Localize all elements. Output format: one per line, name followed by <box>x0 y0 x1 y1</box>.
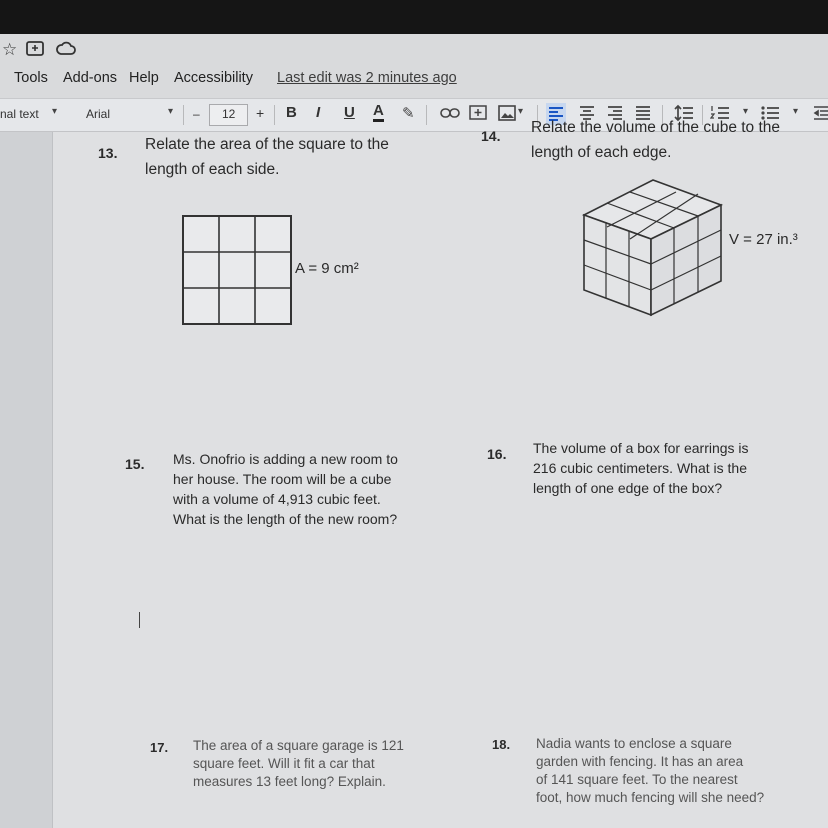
question-16-text <box>533 438 749 498</box>
text-line: What is the length of the new room? <box>173 511 398 527</box>
menu-tools[interactable]: Tools <box>14 70 48 86</box>
font-size-increase[interactable]: + <box>256 105 265 121</box>
text-line: 216 cubic centimeters. What is the <box>533 460 747 476</box>
question-number: 17. <box>150 740 169 755</box>
style-dropdown[interactable]: nal text <box>0 107 39 121</box>
text-line: with a volume of 4,913 cubic feet. <box>173 491 381 507</box>
question-number: 13. <box>98 145 118 161</box>
divider <box>426 105 427 125</box>
font-size-value[interactable]: 12 <box>222 107 236 121</box>
chevron-down-icon[interactable]: ▾ <box>518 106 524 117</box>
decrease-indent-icon[interactable] <box>812 104 828 126</box>
divider <box>183 105 184 125</box>
chevron-down-icon[interactable]: ▾ <box>168 106 174 117</box>
chevron-down-icon[interactable]: ▾ <box>52 106 58 117</box>
move-to-folder-icon[interactable] <box>26 40 44 61</box>
cube-figure <box>581 177 727 317</box>
text-line: Ms. Onofrio is adding a new room to <box>173 451 398 467</box>
italic-button[interactable]: I <box>316 104 321 121</box>
text-line: foot, how much fencing will she need? <box>536 790 765 805</box>
text-line: Relate the area of the square to the <box>145 136 389 153</box>
text-line: her house. The room will be a cube <box>173 471 392 487</box>
menubar <box>0 66 828 92</box>
text-line: Relate the volume of the cube to the <box>531 119 781 136</box>
highlight-pen-icon[interactable]: ✎ <box>402 105 415 122</box>
question-13-text <box>145 132 389 182</box>
divider <box>274 105 275 125</box>
bold-button[interactable]: B <box>286 104 297 121</box>
text-line: The volume of a box for earrings is <box>533 440 749 456</box>
chevron-down-icon[interactable]: ▾ <box>793 106 799 117</box>
question-14-text <box>531 115 780 165</box>
menu-addons[interactable]: Add-ons <box>63 70 118 86</box>
text-line: square feet. Will it fit a car that <box>193 756 375 771</box>
menu-help[interactable]: Help <box>129 70 159 86</box>
text-line: length of one edge of the box? <box>533 480 723 496</box>
volume-label: V = 27 in.³ <box>729 231 798 248</box>
text-color-button[interactable]: A <box>373 103 384 122</box>
text-cursor <box>139 612 140 628</box>
document-outline-panel <box>0 132 53 828</box>
text-line: length of each side. <box>145 161 280 178</box>
last-edit-link[interactable]: Last edit was 2 minutes ago <box>277 70 457 86</box>
question-number: 15. <box>125 456 145 472</box>
cloud-status-icon[interactable] <box>56 40 76 61</box>
question-17-text <box>193 737 404 791</box>
area-label: A = 9 cm² <box>295 260 359 277</box>
question-15-text <box>173 449 398 529</box>
text-line: The area of a square garage is 121 <box>193 738 404 753</box>
insert-image-icon[interactable] <box>498 105 516 125</box>
monitor-bezel <box>0 0 828 34</box>
underline-button[interactable]: U <box>344 104 355 121</box>
chevron-down-icon[interactable]: ▾ <box>743 106 749 117</box>
menu-accessibility[interactable]: Accessibility <box>174 70 253 86</box>
comment-icon[interactable] <box>469 105 487 125</box>
star-icon[interactable]: ☆ <box>2 40 18 59</box>
question-number: 16. <box>487 446 507 462</box>
font-size-decrease[interactable]: – <box>193 107 200 121</box>
question-18-text <box>536 735 764 807</box>
link-icon[interactable] <box>440 106 460 124</box>
document-page[interactable] <box>53 119 828 828</box>
question-number: 18. <box>492 737 511 752</box>
text-line: Nadia wants to enclose a square <box>536 736 732 751</box>
square-grid-figure <box>181 214 293 326</box>
font-dropdown[interactable]: Arial <box>86 107 111 121</box>
text-line: garden with fencing. It has an area <box>536 754 744 769</box>
question-number: 14. <box>481 128 501 144</box>
text-line: of 141 square feet. To the nearest <box>536 772 738 787</box>
text-line: measures 13 feet long? Explain. <box>193 774 386 789</box>
text-line: length of each edge. <box>531 144 672 161</box>
